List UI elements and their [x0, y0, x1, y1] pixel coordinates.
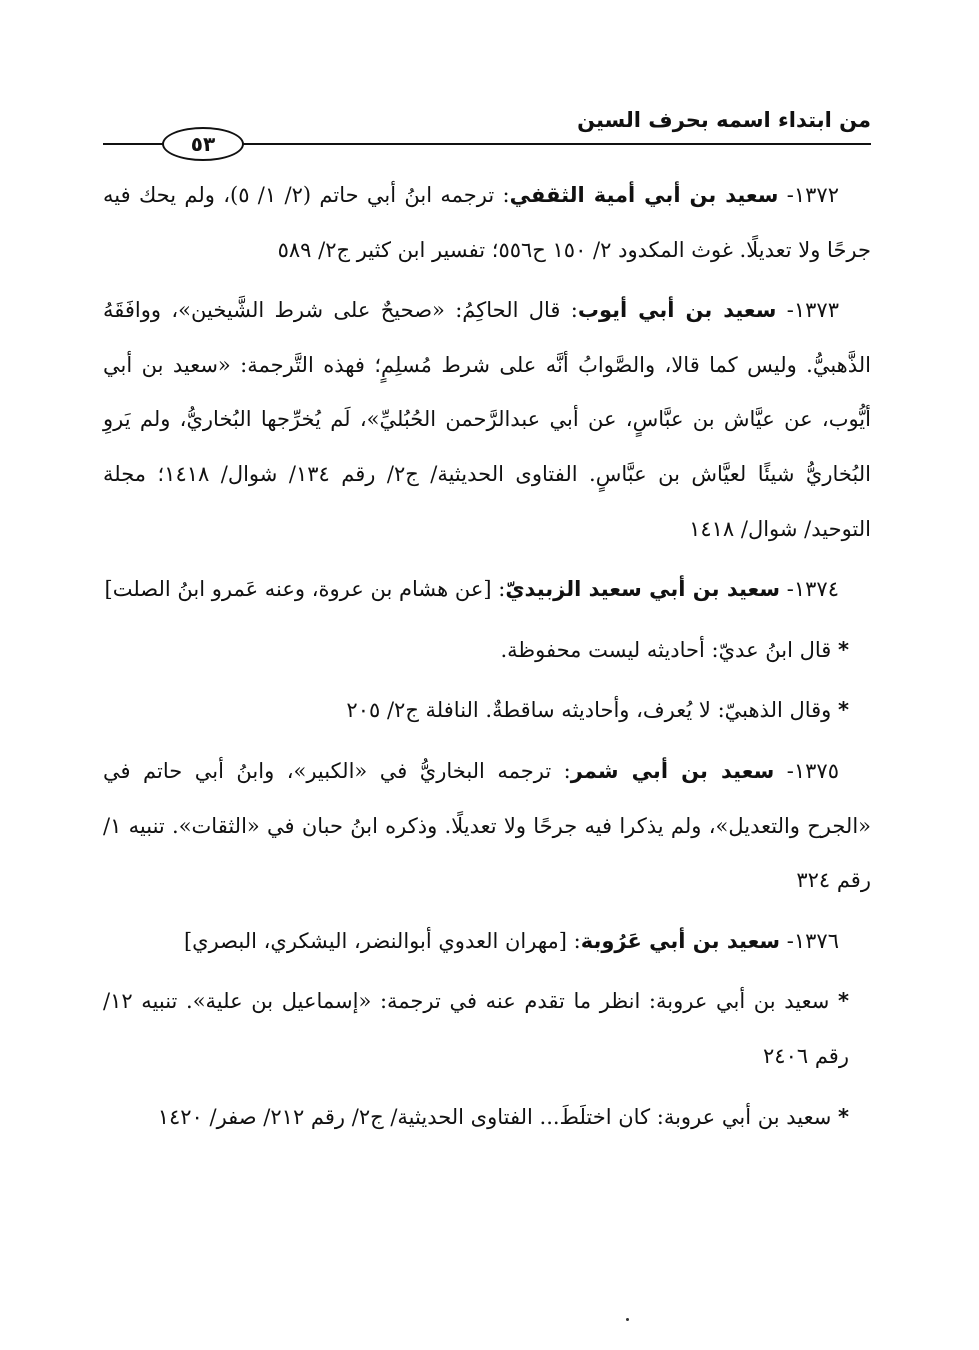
entry-text: : [مهران العدوي أبوالنضر، اليشكري، البصري] — [183, 928, 581, 953]
entry-name: سعيد بن أبي شمر — [570, 758, 775, 783]
entry-1372 — [103, 168, 871, 277]
entry-name: سعيد بن أبي أمية الثقفي — [509, 183, 779, 207]
bullet-text: سعيد بن أبي عروبة: كان اختلَطَ... الفتاوى الحديثية/ ج٢/ رقم ٢١٢/ صفر/ ١٤٢٠ — [157, 1104, 832, 1129]
entry-number: ١٣٧٦- — [786, 928, 839, 953]
entry-text: : قال الحاكِمُ: «صحيحٌ على شرط الشَّيخين»، ووافَقَهُ الذَّهبيُّ. وليس كما قالا، والصَّوابُ أنَّه على شرط مُسلِمٍ؛ فهذه التَّرجمة: «سعيد بن أبي أيُّوب، عن عيَّاش بن عبَّاسٍ، عن أبي عبدالرَّحمن الحُبُليِّ»، لَم يُخرِّجها البُخاريُّ، ولم يَروِ البُخاريُّ شيئًا لعيَّاش بن عبَّاسٍ. الفتاوى الحديثية/ ج٢/ رقم ١٣٤/ شوال/ ١٤١٨؛ مجلة التوحيد/ شوال/ ١٤١٨ — [103, 298, 871, 541]
footer-dot — [626, 1318, 629, 1321]
bullet-star-icon: * — [838, 698, 849, 723]
document-body — [103, 168, 871, 1150]
entry-text: : [عن هشام بن عروة، وعنه عَمرو ابنُ الصلت] — [104, 577, 506, 602]
entry-number: ١٣٧٢- — [786, 183, 839, 207]
entry-name: سعيد بن أبي أيوب — [577, 298, 777, 323]
entry-1373 — [103, 283, 871, 556]
entry-name: سعيد بن أبي سعيد الزبيديّ — [505, 577, 781, 602]
bullet-text: وقال الذهبيّ: لا يُعرف، وأحاديثه ساقطةٌ. النافلة ج٢/ ٢٠٥ — [346, 698, 832, 723]
entry-text: : ترجمه ابنُ أبي حاتم (٢/ ١/ ٥)، ولم يحك فيه جرحًا ولا تعديلًا. غوث المكدود ٢/ ١٥٠ ح٥٥٦؛ تفسير ابن كثير ج٢/ ٥٨٩ — [103, 183, 871, 262]
page-number: ٥٣ — [162, 127, 244, 161]
entry-number: ١٣٧٥- — [786, 758, 839, 783]
bullet-text: سعيد بن أبي عروبة: انظر ما تقدم عنه في ترجمة: «إسماعيل بن علية». تنبيه ١٢/ رقم ٢٤٠٦ — [103, 989, 849, 1068]
entry-1374 — [103, 562, 871, 617]
entry-number: ١٣٧٣- — [786, 298, 839, 323]
entry-1376 — [103, 914, 871, 969]
bullet-item — [103, 1090, 871, 1145]
entry-name: سعيد بن أبي عَرُوبة — [580, 928, 781, 953]
bullet-star-icon: * — [838, 989, 849, 1014]
bullet-item — [103, 623, 871, 678]
entry-number: ١٣٧٤- — [786, 577, 839, 602]
bullet-star-icon: * — [838, 1104, 849, 1129]
bullet-star-icon: * — [838, 637, 849, 662]
running-header-title: من ابتداء اسمه بحرف السين — [577, 108, 871, 132]
entry-1375 — [103, 744, 871, 908]
bullet-item — [103, 974, 871, 1083]
entry-text: : ترجمه البخاريُّ في «الكبير»، وابنُ أبي حاتم في «الجرح والتعديل»، ولم يذكرا فيه جرحًا ولا تعديلًا. وذكره ابنُ حبان في «الثقات». تنبيه ١/ رقم ٣٢٤ — [103, 758, 871, 893]
bullet-item — [103, 683, 871, 738]
bullet-text: قال ابنُ عديّ: أحاديثه ليست محفوظة. — [500, 637, 832, 662]
